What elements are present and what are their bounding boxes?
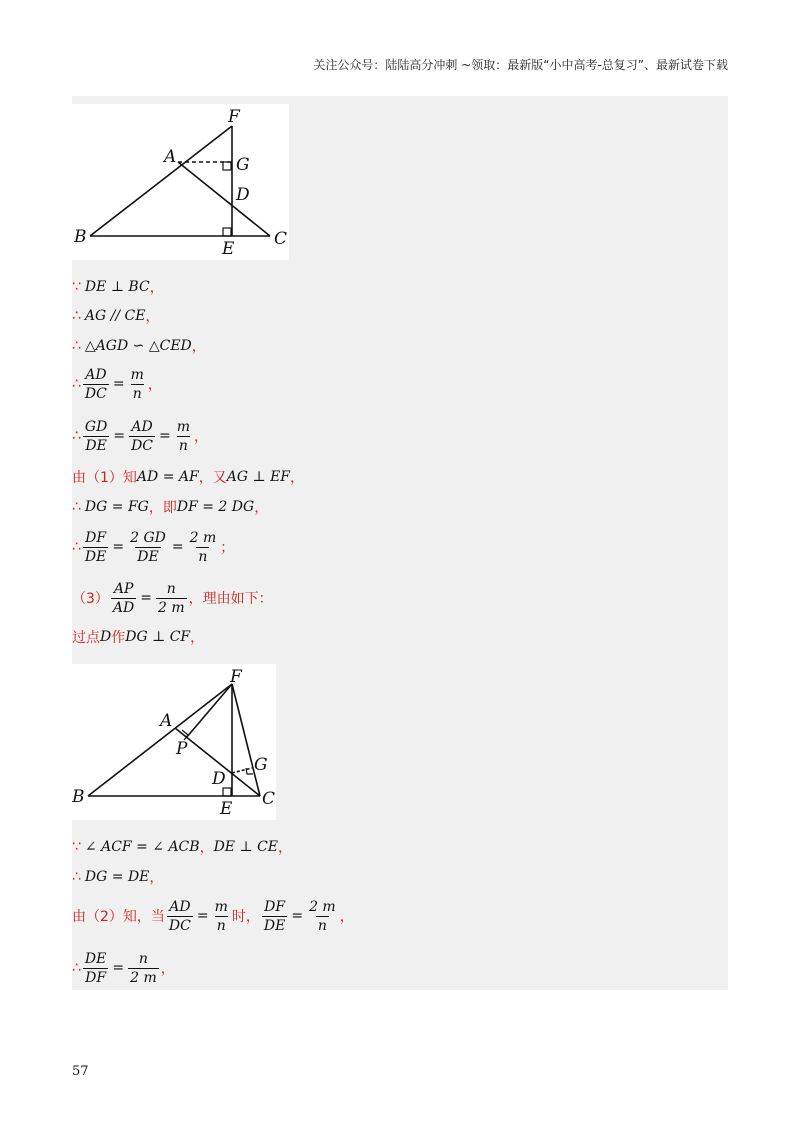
label-A: A bbox=[164, 147, 177, 167]
line-2: ∴ AG // CE ， bbox=[72, 308, 160, 325]
label-P: P bbox=[176, 739, 188, 759]
line-9: （3） $\frac{AP}{AD}$ = $\frac{n}{2 m}$ ，理由如下： bbox=[72, 580, 273, 616]
line-11: ∵ ∠ ACF = ∠ ACB ， DE ⊥ CE ， bbox=[72, 839, 293, 856]
line-3: ∴ △AGD ∽ △CED ， bbox=[72, 338, 206, 355]
figure-2 bbox=[72, 664, 276, 820]
label-F: F bbox=[230, 667, 242, 687]
line-6: 由（1）知 AD = AF ，又 AG ⊥ EF ， bbox=[72, 469, 305, 486]
label-E: E bbox=[220, 799, 233, 819]
label-B: B bbox=[72, 787, 85, 807]
line-5: ∴ $\frac{GD}{DE}$ = $\frac{AD}{DC}$ = $\frac{m}{n}$ ， bbox=[72, 418, 209, 454]
line-14: ∴ $\frac{DE}{DF}$ = $\frac{n}{2 m}$ ， bbox=[72, 950, 175, 986]
line-13: 由（2）知，当 $\frac{AD}{DC}$ = $\frac{m}{n}$ 时， $\frac{DF}{DE}$ = $\frac{2 m}{n}$ ， bbox=[72, 898, 354, 934]
line-4: ∴ $\frac{AD}{DC}$ = $\frac{m}{n}$ ， bbox=[72, 366, 162, 402]
page-number: 57 bbox=[72, 1064, 89, 1079]
label-D: D bbox=[236, 185, 250, 205]
triangle-diagram-1 bbox=[72, 104, 289, 260]
label-E: E bbox=[222, 239, 235, 259]
line-8: ∴ $\frac{DF}{DE}$ = $\frac{2 GD}{DE}$ = $\frac{2 m}{n}$ ； bbox=[72, 529, 235, 565]
label-B: B bbox=[74, 227, 87, 247]
label-C: C bbox=[274, 229, 288, 249]
line-7: ∴ DG = FG ，即 DF = 2 DG ， bbox=[72, 499, 269, 516]
label-G: G bbox=[254, 755, 268, 775]
line-1: ∵ DE ⊥ BC ， bbox=[72, 279, 164, 296]
line-10: 过点 D 作 DG ⊥ CF ， bbox=[72, 629, 205, 646]
label-F: F bbox=[228, 107, 240, 127]
label-G: G bbox=[236, 155, 250, 175]
label-D: D bbox=[212, 769, 226, 789]
line-12: ∴ DG = DE ， bbox=[72, 869, 164, 886]
label-A: A bbox=[160, 711, 173, 731]
triangle-diagram-2 bbox=[72, 664, 276, 820]
page-header: 关注公众号：陆陆高分冲刺 ~领取：最新版“小中高考-总复习”、最新试卷下载 bbox=[313, 58, 728, 72]
label-C: C bbox=[262, 789, 276, 809]
figure-1 bbox=[72, 104, 289, 260]
